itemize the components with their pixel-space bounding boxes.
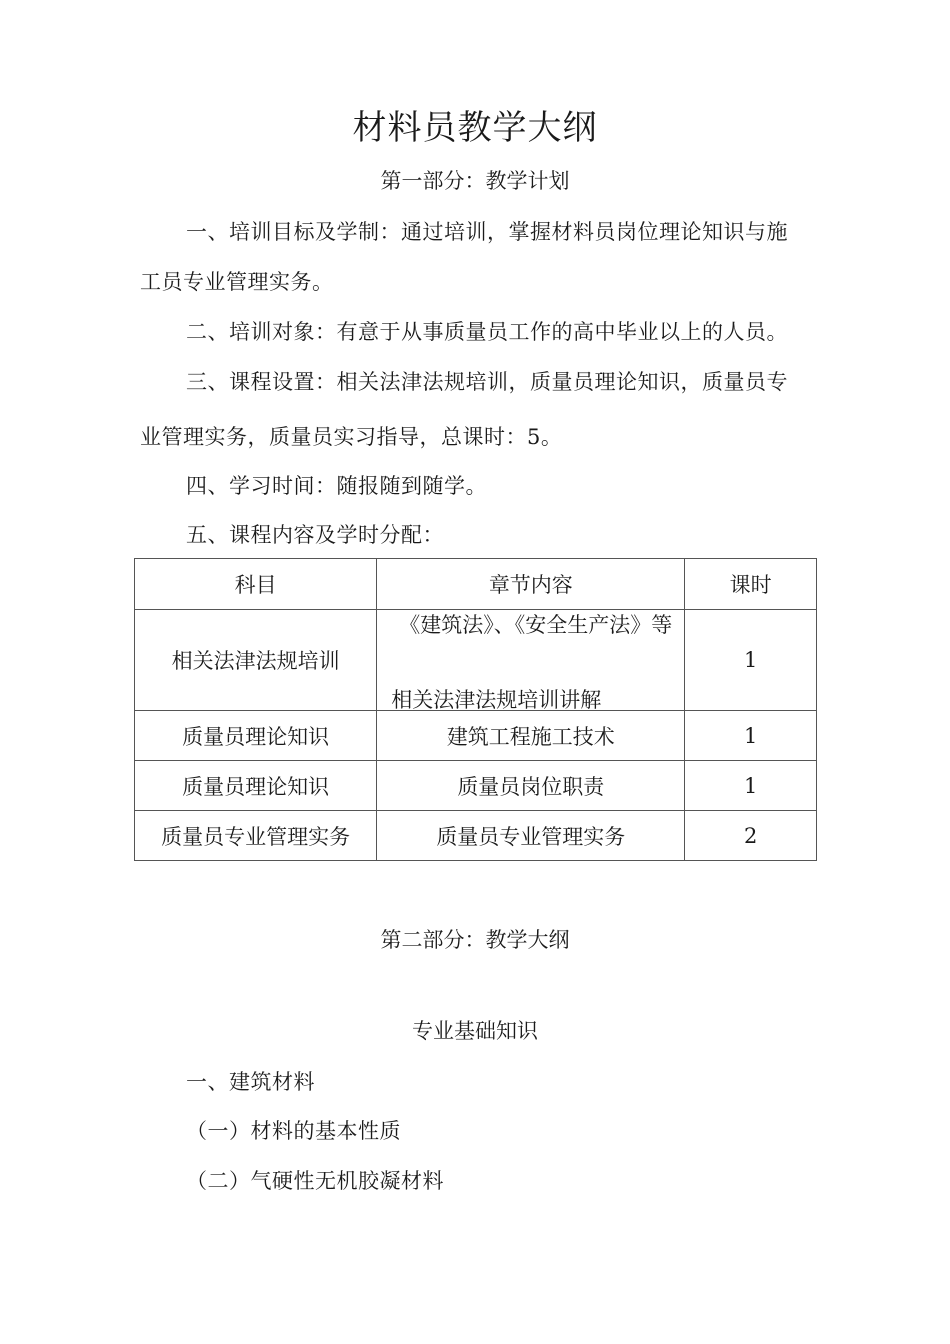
- header-hours: 课时: [685, 559, 817, 610]
- outline-item-1: 一、建筑材料: [186, 1070, 315, 1094]
- cell-hours: 1: [685, 761, 817, 811]
- cell-hours: 1: [685, 711, 817, 761]
- cell-hours: 1: [685, 610, 817, 711]
- cell-content: 建筑工程施工技术: [377, 711, 685, 761]
- cell-content: 质量员专业管理实务: [377, 811, 685, 861]
- section-heading: 专业基础知识: [412, 1019, 538, 1043]
- outline-subitem-1: （一）材料的基本性质: [186, 1119, 401, 1143]
- paragraph-2: 二、培训对象：有意于从事质量员工作的高中毕业以上的人员。: [186, 320, 788, 344]
- cell-subject: 质量员理论知识: [135, 761, 377, 811]
- paragraph-3-line-2: 业管理实务，质量员实习指导，总课时：5。: [140, 425, 563, 449]
- cell-content-explain: 相关法津法规培训讲解: [391, 688, 602, 712]
- paragraph-1-line-2: 工员专业管理实务。: [140, 270, 334, 294]
- paragraph-1-line-1: 一、培训目标及学制：通过培训，掌握材料员岗位理论知识与施: [186, 220, 788, 244]
- part1-heading: 第一部分：教学计划: [380, 169, 570, 193]
- table-header-row: [135, 559, 817, 610]
- cell-content-laws: 《建筑法》、《安全生产法》等: [399, 613, 673, 637]
- table-row: [135, 811, 817, 861]
- document-title: 材料员教学大纲: [352, 108, 598, 148]
- table-row: [135, 610, 817, 711]
- paragraph-4: 四、学习时间：随报随到随学。: [186, 474, 487, 498]
- cell-subject: 质量员理论知识: [135, 711, 377, 761]
- cell-subject: 质量员专业管理实务: [135, 811, 377, 861]
- paragraph-5: 五、课程内容及学时分配：: [186, 523, 444, 547]
- header-content: 章节内容: [377, 559, 685, 610]
- cell-hours: 2: [685, 811, 817, 861]
- course-table: [134, 558, 817, 861]
- cell-content: 质量员岗位职责: [377, 761, 685, 811]
- table-row: [135, 761, 817, 811]
- cell-content: [377, 610, 685, 711]
- table-row: [135, 711, 817, 761]
- paragraph-3-line-1: 三、课程设置：相关法津法规培训，质量员理论知识，质量员专: [186, 370, 788, 394]
- part2-heading: 第二部分：教学大纲: [380, 928, 570, 952]
- cell-subject: 相关法津法规培训: [135, 610, 377, 711]
- header-subject: 科目: [135, 559, 377, 610]
- outline-subitem-2: （二）气硬性无机胶凝材料: [186, 1169, 444, 1193]
